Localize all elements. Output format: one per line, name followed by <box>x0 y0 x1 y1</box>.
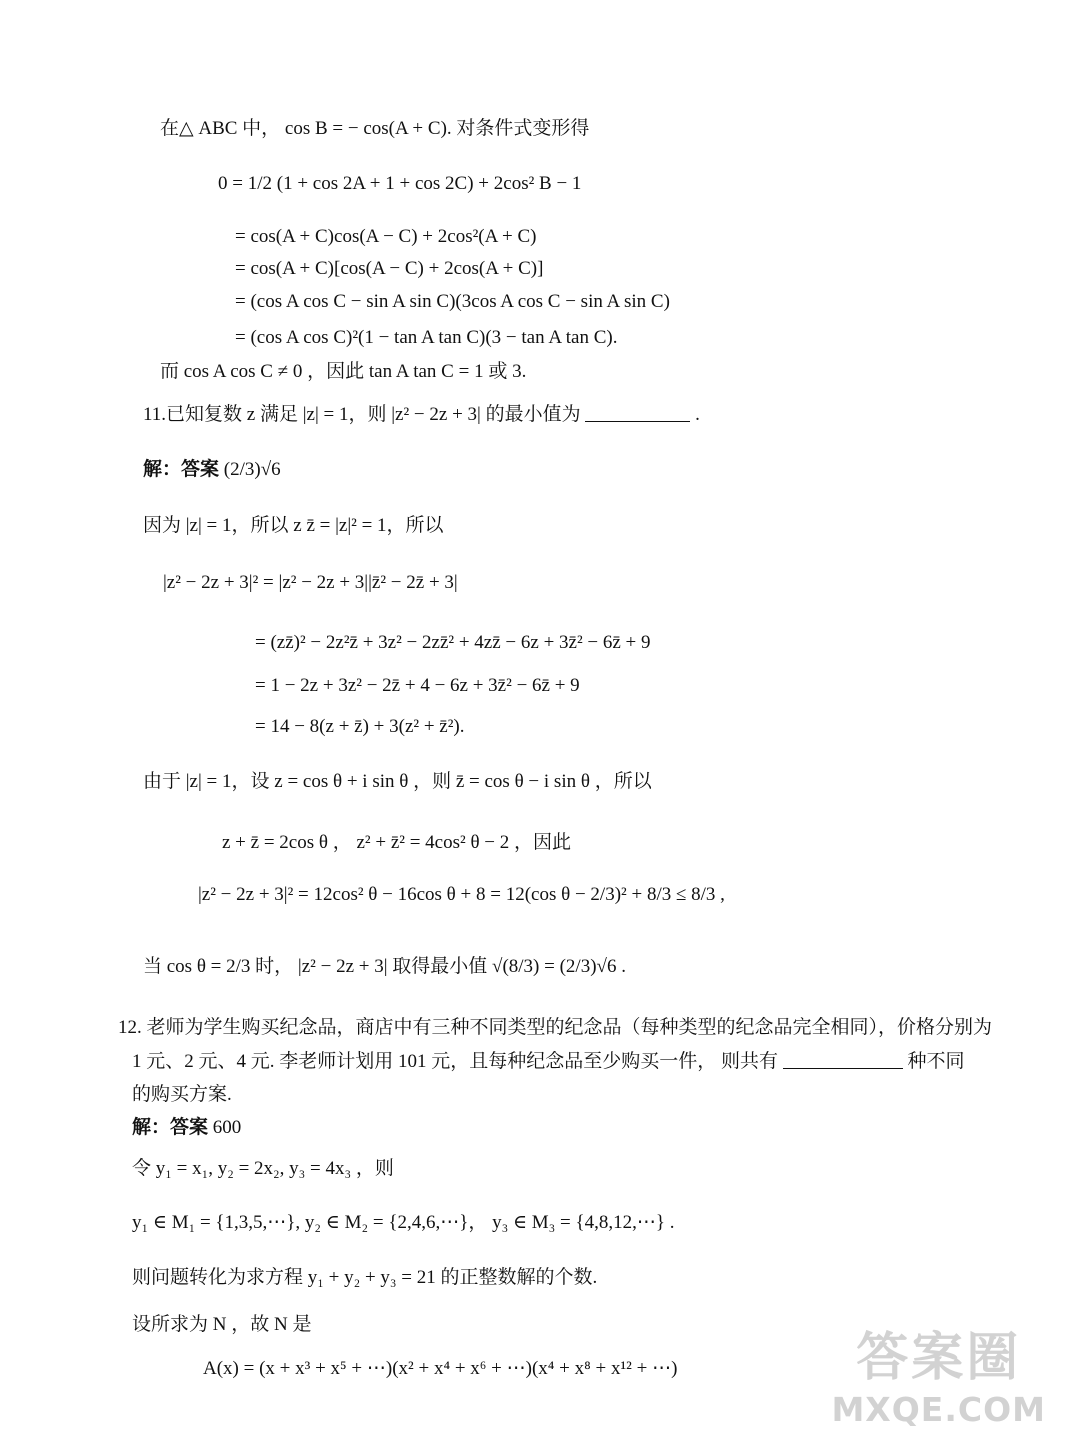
question-11 <box>143 404 700 427</box>
equation-line: = (cos A cos C − sin A sin C)(3cos A cos C − sin A sin C) <box>235 291 670 312</box>
solution-line: 设所求为 N ，故 N 是 <box>132 1314 312 1335</box>
watermark-top: 答案圈 <box>856 1328 1022 1388</box>
equation-line: = cos(A + C)[cos(A − C) + 2cos(A + C)] <box>235 258 544 279</box>
equation-line: = 14 − 8(z + z̄) + 3(z² + z̄²). <box>255 716 465 737</box>
triangle-cos-intro: 在△ ABC 中， cos B = − cos(A + C). 对条件式变形得 <box>160 118 590 139</box>
equation-line: = 1 − 2z + 3z² − 2z̄ + 4 − 6z + 3z̄² − 6z̄ + 9 <box>255 675 580 696</box>
answer-12 <box>132 1117 241 1140</box>
answer-label: 解：答案 <box>143 459 220 480</box>
solution-line: 由于 |z| = 1，设 z = cos θ + i sin θ ，则 z̄ = cos θ − i sin θ ，所以 <box>143 771 652 792</box>
solution-line: 则问题转化为求方程 y₁ + y₂ + y₃ = 21 的正整数解的个数. <box>132 1267 598 1288</box>
answer-11 <box>143 459 281 482</box>
solution-line: 因为 |z| = 1，所以 z z̄ = |z|² = 1，所以 <box>143 515 444 536</box>
question-12-text: 1 元、2 元、4 元. 李老师计划用 101 元，且每种纪念品至少购买一件， 则共有 <box>132 1051 779 1072</box>
solution-line: 令 y₁ = x₁, y₂ = 2x₂, y₃ = 4x₃ ，则 <box>132 1158 394 1179</box>
generating-function-line: A(x) = (x + x³ + x⁵ + ⋯)(x² + x⁴ + x⁶ + ⋯)(x⁴ + x⁸ + x¹² + ⋯) <box>203 1358 678 1379</box>
conclusion-line: 而 cos A cos C ≠ 0 ，因此 tan A tan C = 1 或 3. <box>160 361 527 382</box>
answer-value: (2/3)√6 <box>223 459 281 480</box>
question-12-line3: 的购买方案. <box>132 1084 232 1105</box>
answer-value: 600 <box>212 1117 242 1138</box>
answer-label: 解：答案 <box>132 1117 209 1138</box>
answer-blank <box>783 1052 903 1069</box>
question-12-text-end: 种不同 <box>907 1051 965 1072</box>
equation-line: 0 = 1/2 (1 + cos 2A + 1 + cos 2C) + 2cos² B − 1 <box>218 173 582 194</box>
equation-line: |z² − 2z + 3|² = 12cos² θ − 16cos θ + 8 = 12(cos θ − 2/3)² + 8/3 ≤ 8/3 , <box>198 884 725 905</box>
equation-line: = cos(A + C)cos(A − C) + 2cos²(A + C) <box>235 226 537 247</box>
equation-line: = (zz̄)² − 2z²z̄ + 3z² − 2zz̄² + 4zz̄ − 6z + 3z̄² − 6z̄ + 9 <box>255 632 651 653</box>
watermark-bottom: MXQE.COM <box>831 1390 1046 1429</box>
question-12-line2 <box>132 1051 965 1074</box>
watermark-logo <box>831 1315 1046 1429</box>
equation-line: = (cos A cos C)²(1 − tan A tan C)(3 − tan A tan C). <box>235 327 618 348</box>
solution-line: 当 cos θ = 2/3 时， |z² − 2z + 3| 取得最小值 √(8/3) = (2/3)√6 . <box>143 956 626 977</box>
question-12-line1: 12. 老师为学生购买纪念品，商店中有三种不同类型的纪念品（每种类型的纪念品完全相同），价格分别为 <box>118 1017 993 1038</box>
question-11-text: 11.已知复数 z 满足 |z| = 1，则 |z² − 2z + 3| 的最小值为 <box>143 404 581 425</box>
set-definition-line: y₁ ∈ M₁ = {1,3,5,⋯}, y₂ ∈ M₂ = {2,4,6,⋯}， y₃ ∈ M₃ = {4,8,12,⋯} . <box>132 1212 675 1233</box>
answer-blank <box>585 405 690 422</box>
question-11-period: . <box>695 404 700 425</box>
equation-line: |z² − 2z + 3|² = |z² − 2z + 3||z̄² − 2z̄ + 3| <box>163 572 458 593</box>
equation-line: z + z̄ = 2cos θ ， z² + z̄² = 4cos² θ − 2 ，因此 <box>222 832 572 853</box>
